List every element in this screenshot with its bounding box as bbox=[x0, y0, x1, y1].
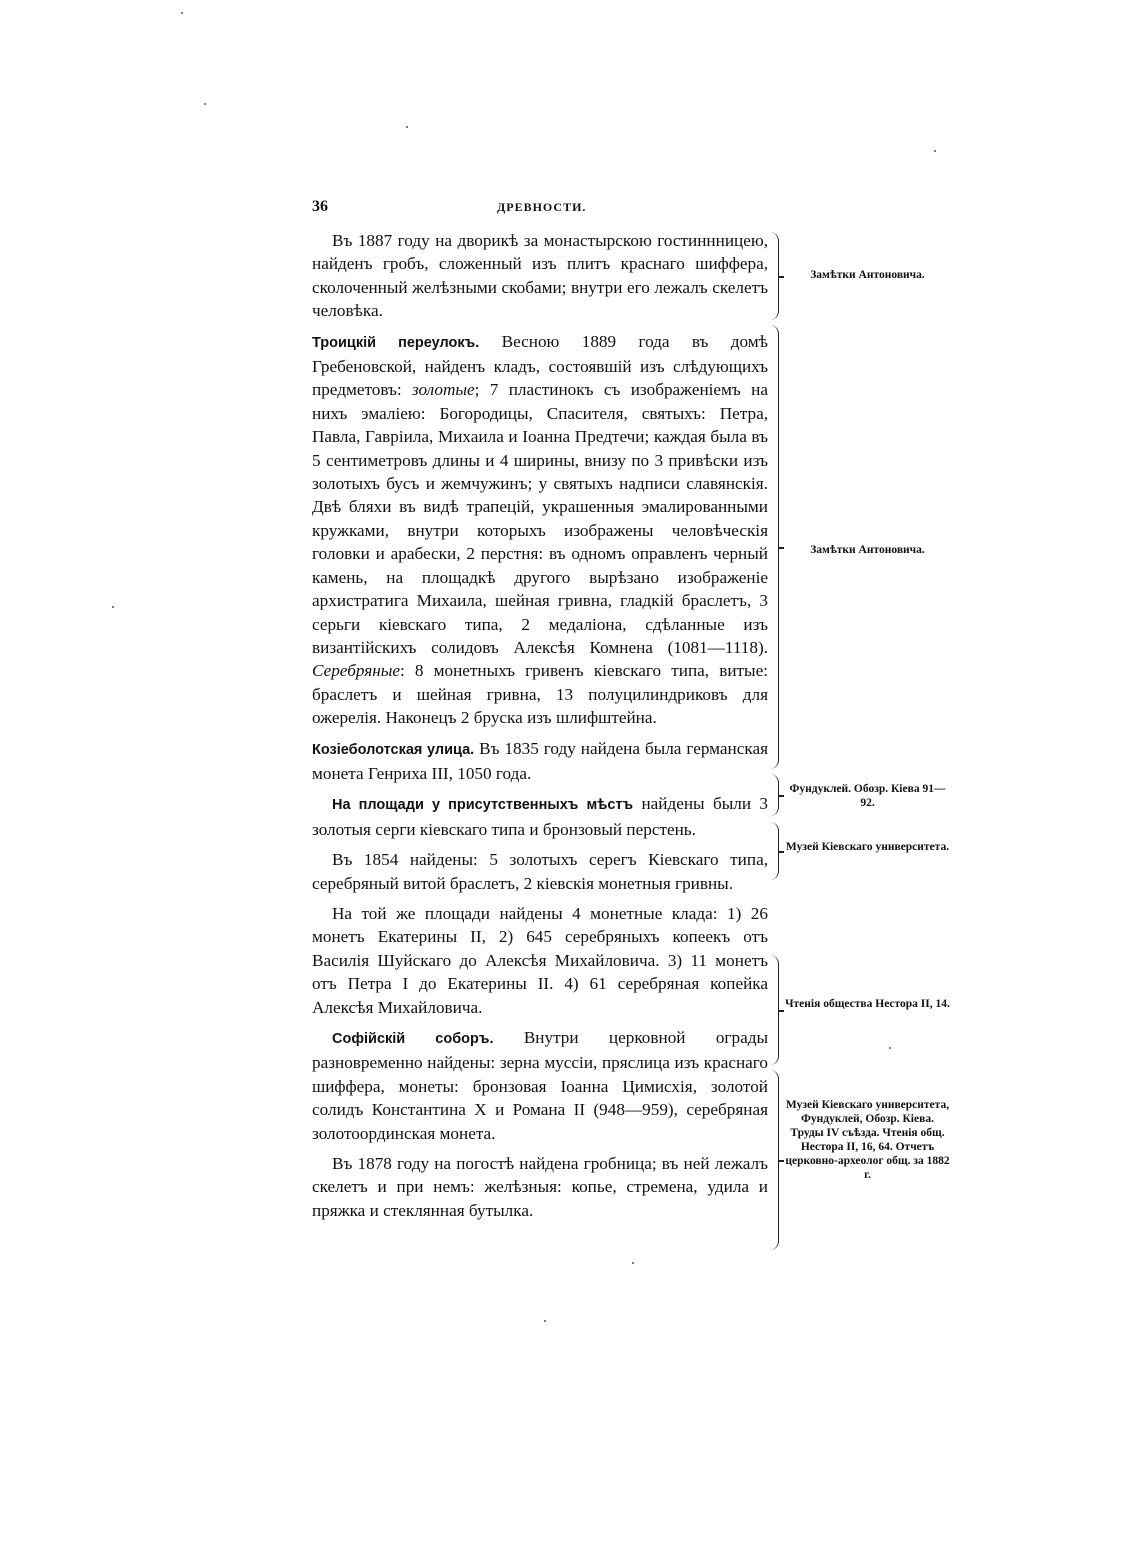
paragraph-sophia-cathedral bbox=[312, 1026, 768, 1145]
italic-term: Серебряные bbox=[312, 661, 401, 681]
paragraph-kozieboloto-street bbox=[312, 737, 768, 786]
paragraph-heading: Софійскій соборъ. bbox=[332, 1031, 494, 1047]
bracket-tick bbox=[778, 1160, 784, 1162]
margin-bracket bbox=[768, 325, 779, 769]
paragraph-1887-grave bbox=[312, 229, 768, 323]
bracket-tick bbox=[778, 1010, 784, 1012]
paragraph-heading: На площади у присутственныхъ мѣстъ bbox=[332, 797, 634, 814]
side-note: Фундуклей. Обозр. Кіева 91—92. bbox=[789, 783, 946, 809]
margin-bracket bbox=[768, 955, 779, 1065]
scan-speck bbox=[181, 12, 183, 14]
paragraph-text: Внутри церковной ограды разновременно найдены: зерна муссіи, пряслица изъ краснаго шиффера, монеты: бронзовая Іоанна Цимисхія, золотой солидъ Константина X и Романа II (948—959), серебряная золотоординская монета. bbox=[312, 1028, 768, 1143]
running-head bbox=[312, 198, 768, 220]
bracket-tick bbox=[778, 276, 784, 278]
italic-term: золотые bbox=[412, 380, 475, 400]
paragraph-text: Въ 1878 году на погостѣ найдена гробница; въ ней лежалъ скелетъ и при немъ: желѣзныя: копье, стремена, удила и пряжка и стеклянная бутылка. bbox=[312, 1154, 768, 1220]
bracket-tick bbox=[778, 547, 784, 549]
scan-speck bbox=[544, 1320, 546, 1322]
margin-bracket bbox=[768, 232, 779, 320]
paragraph-heading: Козіеболотская улица. bbox=[312, 741, 475, 758]
paragraph-text: Въ 1854 найдены: 5 золотыхъ серегъ Кіевскаго типа, серебряный витой браслетъ, 2 кіевскія монетныя гривны. bbox=[312, 850, 768, 893]
paragraph-text: ; 7 пластинокъ съ изображеніемъ на нихъ эмалiею: Богородицы, Спасителя, святыхъ: Петра, Павла, Гавріила, Михаила и Іоанна Предтечи; каждая была въ 5 сентиметровъ длины и 4 ширины, внизу по 3 привѣски изъ золотыхъ бусъ и жемчужинъ; у святыхъ надписи славянскія. Двѣ бляхи въ видѣ трапецій, украшенныя эмалированными кружками, внутри которыхъ изображены человѣческія головки и арабески, 2 перстня: въ одномъ оправленъ черный камень, на площадкѣ другого вырѣзано изображеніе архистратига Михаила, шейная гривна, гладкій браслетъ, 3 серьги кіевскаго типа, 2 медаліона, сдѣланные изъ византійскихъ солидовъ Алексѣя Комнена (1081—1118). bbox=[312, 380, 769, 657]
scan-speck bbox=[934, 150, 936, 152]
page-number: 36 bbox=[312, 198, 328, 215]
paragraph-1878-tomb bbox=[312, 1152, 768, 1222]
margin-bracket bbox=[768, 822, 779, 880]
side-note: Чтенія общества Нестора II, 14. bbox=[785, 998, 950, 1010]
margin-bracket bbox=[768, 774, 779, 816]
scan-speck bbox=[406, 126, 408, 128]
side-note: Музей Кіевскаго университета, Фундуклей, Обозр. Кіева. Труды IV съѣзда. Чтенія общ. Нестора II, 16, 64. Отчетъ церковно-археолог общ. за 1882 г. bbox=[785, 1099, 950, 1181]
scan-speck bbox=[632, 1262, 634, 1264]
bracket-tick bbox=[778, 795, 784, 797]
side-note: Замѣтки Антоновича. bbox=[810, 269, 925, 281]
paragraph-troitsky-lane bbox=[312, 330, 768, 730]
paragraph-text: Въ 1887 году на дворикѣ за монастырскою гостиннницею, найденъ гробъ, сложенный изъ плитъ краснаго шиффера, сколоченный желѣзными скобами; внутри его лежалъ скелетъ человѣка. bbox=[312, 231, 768, 321]
paragraph-heading: Троицкій переулокъ. bbox=[312, 334, 480, 351]
side-note: Музей Кіевскаго университета. bbox=[785, 841, 950, 853]
paragraph-coin-hoards bbox=[312, 902, 768, 1019]
scan-speck bbox=[889, 1047, 891, 1049]
side-note: Замѣтки Антоновича. bbox=[810, 544, 925, 556]
paragraph-text: найдены были 3 золотыя серги кіевскаго типа и бронзовый перстень. bbox=[312, 794, 768, 839]
paragraph-text: На той же площади найдены 4 монетные клада: 1) 26 монетъ Екатерины II, 2) 645 серебряныхъ копеекъ отъ Василія Шуйскаго до Алексѣя Михайловича. 3) 11 монетъ отъ Петра I до Екатерины II. 4) 61 серебряная копейка Алексѣя Михайловича. bbox=[312, 903, 768, 1017]
running-head-title: ДРЕВНОСТИ. bbox=[497, 200, 587, 214]
paragraph-1854 bbox=[312, 848, 768, 895]
bracket-tick bbox=[778, 851, 784, 853]
margin-bracket bbox=[768, 1070, 779, 1250]
main-text-column bbox=[312, 229, 768, 1229]
paragraph-text: Въ 1835 году найдена была германская монета Генриха III, 1050 года. bbox=[312, 738, 769, 783]
paragraph-text: : 8 монетныхъ гривенъ кіевскаго типа, витые: браслетъ и шейная гривна, 13 полуцилиндриковъ для ожерелія. Наконецъ 2 бруска изъ шлифштейна. bbox=[312, 661, 768, 728]
scan-speck bbox=[112, 606, 114, 608]
paragraph-text: Весною 1889 года въ домѣ Гребеновской, найденъ кладъ, состоявшій изъ слѣдующихъ предметовъ: bbox=[312, 331, 769, 400]
paragraph-square bbox=[312, 792, 768, 841]
scan-speck bbox=[204, 103, 206, 105]
